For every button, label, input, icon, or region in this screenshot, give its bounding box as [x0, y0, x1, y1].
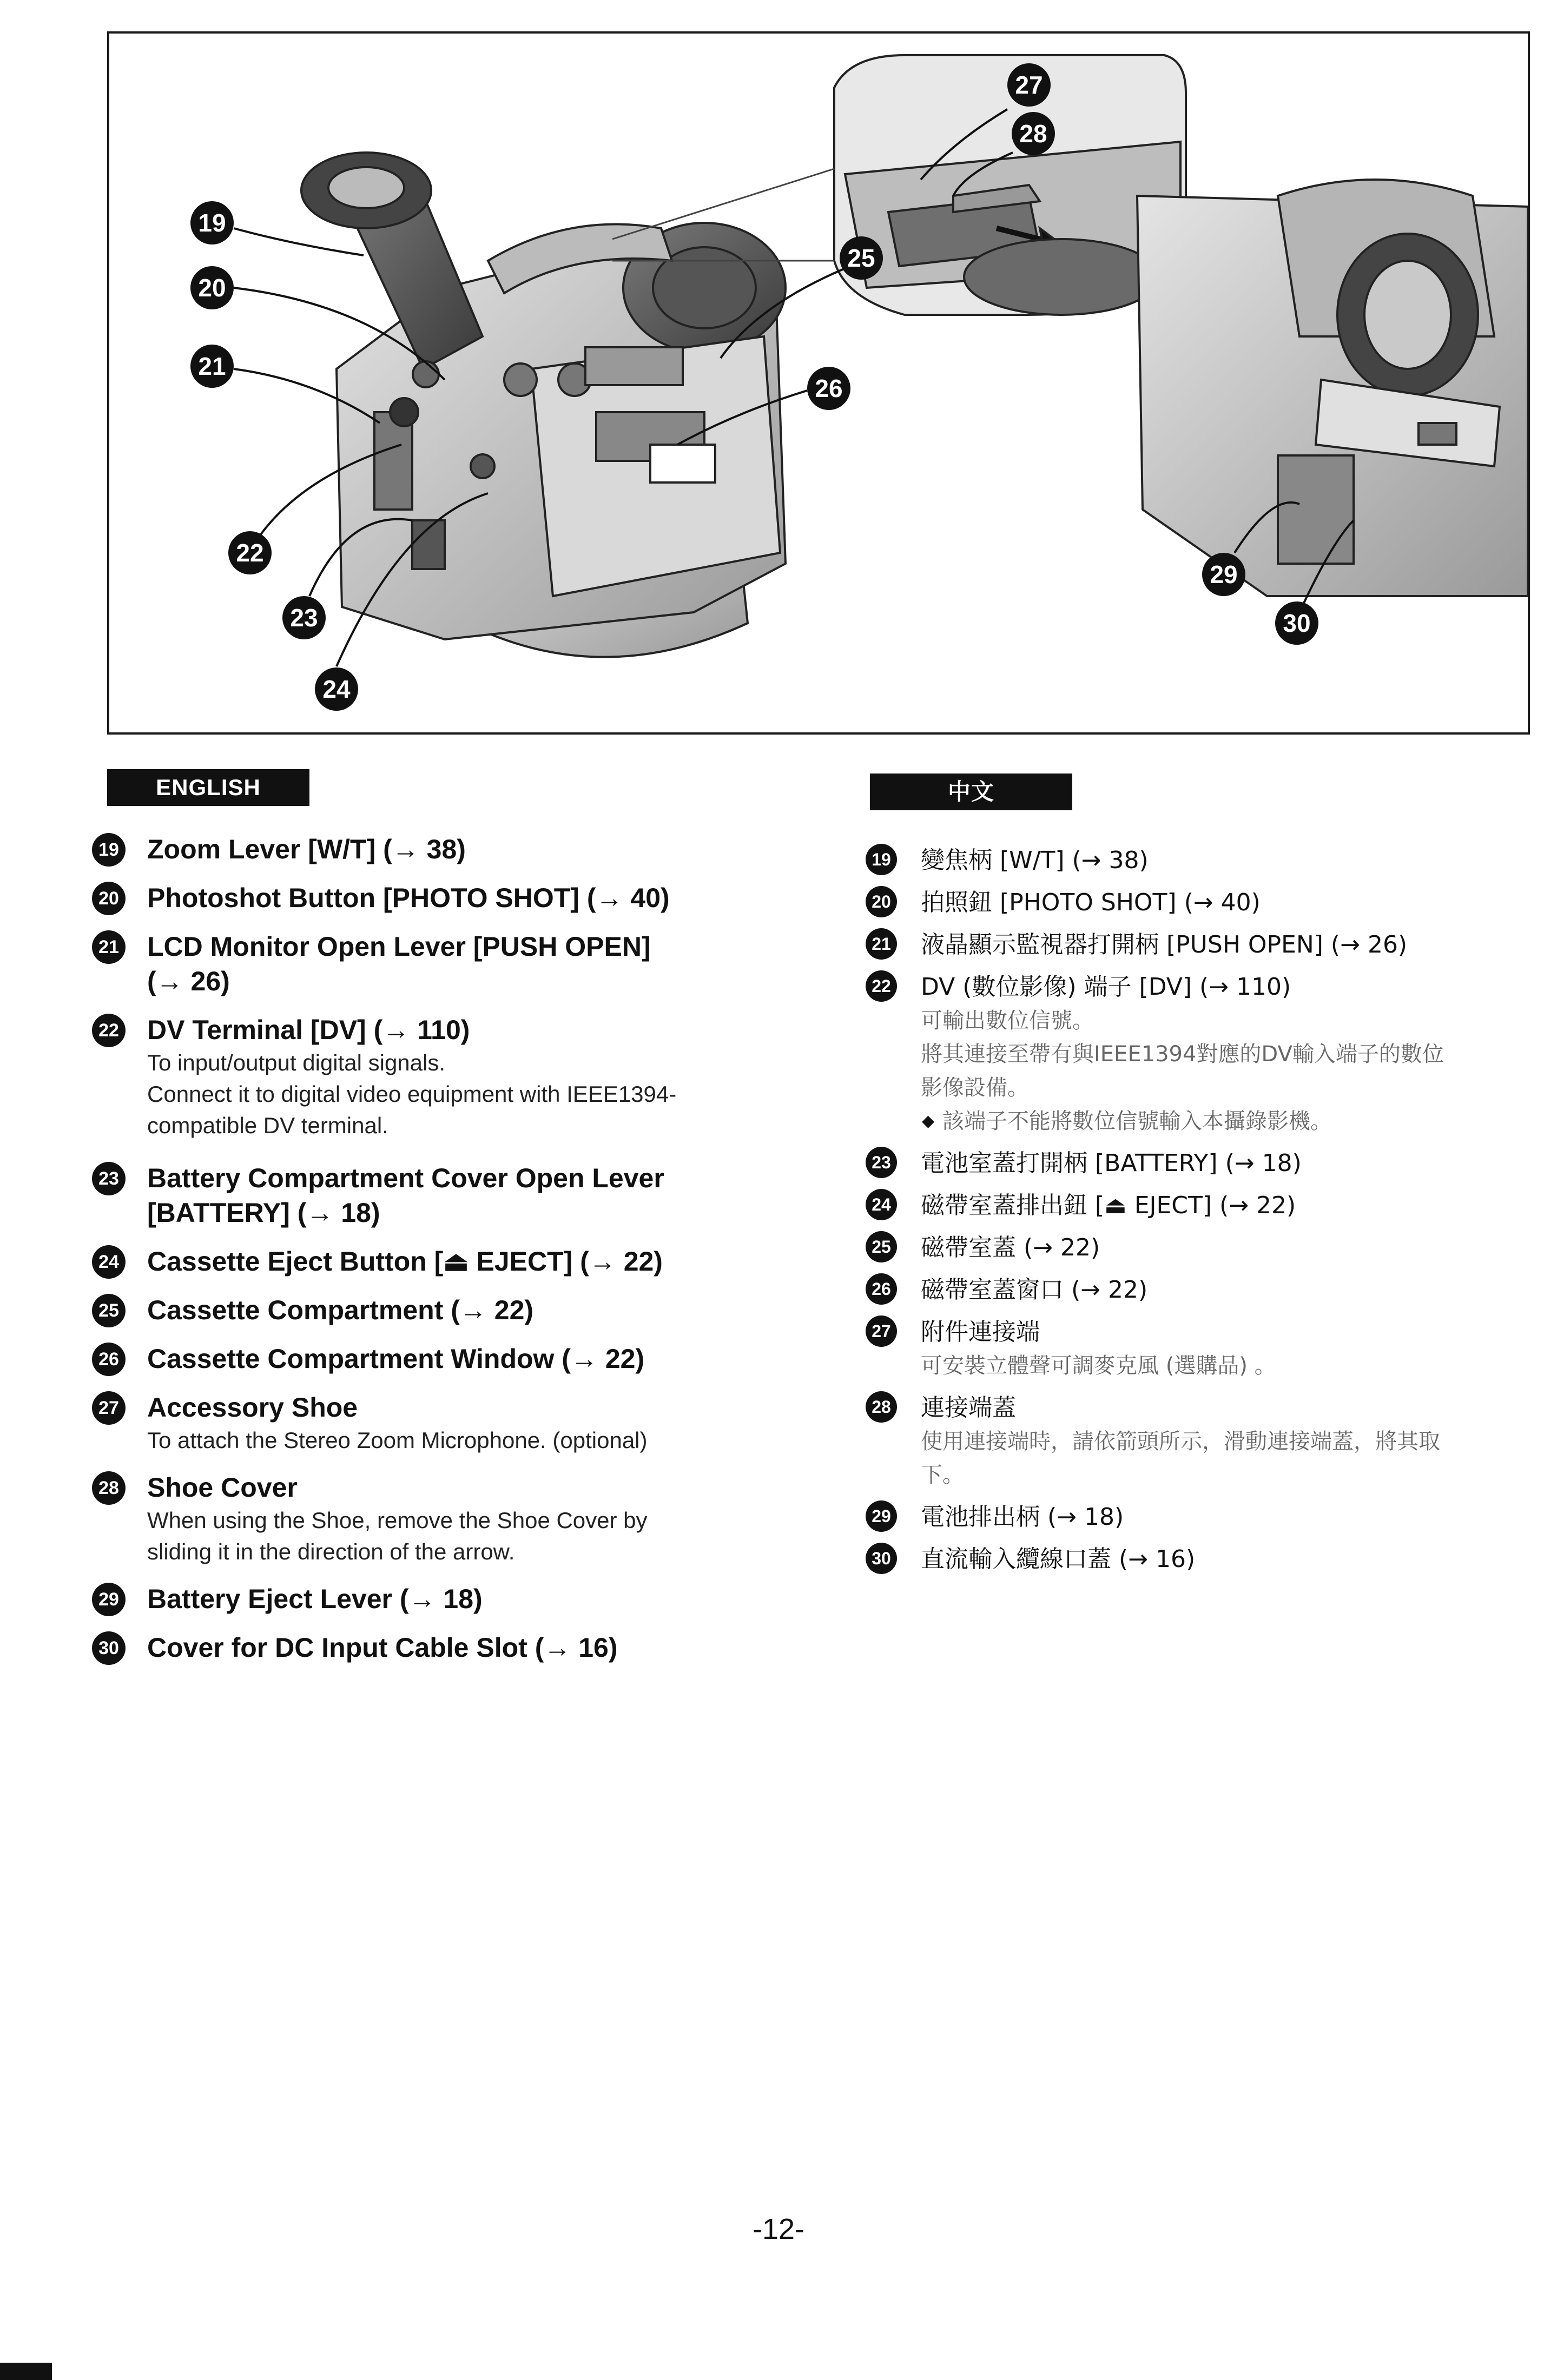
- item-number-badge: 23: [92, 1162, 126, 1195]
- item-number-badge: 19: [866, 844, 897, 875]
- item-number-badge: 29: [92, 1583, 126, 1616]
- item-number-badge: 27: [92, 1391, 126, 1425]
- diamond-bullet-icon: ◆: [922, 1112, 935, 1130]
- part-description: 下。: [921, 1463, 964, 1488]
- callout-29-marker: [1202, 553, 1245, 596]
- svg-text:23: 23: [290, 604, 318, 632]
- item-number-badge: 29: [866, 1500, 897, 1532]
- part-name: 拍照鈕 [PHOTO SHOT] (→ 40): [921, 889, 1261, 916]
- part-name: 磁帶室蓋排出鈕 [⏏ EJECT] (→ 22): [921, 1192, 1296, 1219]
- item-number-badge: 20: [92, 882, 126, 915]
- part-name: DV Terminal [DV] (→ 110): [147, 1015, 470, 1045]
- item-number-badge: 30: [866, 1543, 897, 1574]
- item-number-badge: 19: [92, 833, 126, 867]
- part-name: 附件連接端: [921, 1318, 1040, 1346]
- part-description: To attach the Stereo Zoom Microphone. (optional): [147, 1427, 648, 1453]
- part-note: [921, 1105, 1542, 1138]
- part-name: Cover for DC Input Cable Slot (→ 16): [147, 1632, 618, 1663]
- item-number-badge: 24: [92, 1245, 126, 1279]
- list-item: [92, 1293, 812, 1327]
- part-name: 直流輸入纜線口蓋 (→ 16): [921, 1545, 1196, 1573]
- camcorder-illustration: [107, 31, 1530, 735]
- list-item: [866, 1147, 1542, 1180]
- page-corner-mark: [0, 2363, 52, 2380]
- svg-text:24: 24: [322, 675, 351, 703]
- list-item: [866, 844, 1542, 877]
- item-number-badge: 26: [866, 1273, 897, 1305]
- list-item: [866, 928, 1542, 962]
- chinese-parts-list: [866, 844, 1542, 1585]
- callout-22-marker: [228, 531, 272, 574]
- chinese-section-header: 中文: [870, 774, 1072, 810]
- part-name: Cassette Compartment Window (→ 22): [147, 1344, 645, 1374]
- svg-text:25: 25: [847, 244, 875, 272]
- main-camcorder: [301, 153, 786, 657]
- callout-20-marker: [190, 266, 234, 309]
- svg-text:27: 27: [1015, 71, 1043, 99]
- part-name: DV (數位影像) 端子 [DV] (→ 110): [921, 973, 1291, 1001]
- list-item: [866, 1231, 1542, 1265]
- list-item: [866, 886, 1542, 920]
- list-item: [866, 1543, 1542, 1576]
- part-name: 連接端蓋: [921, 1394, 1016, 1422]
- part-name: Cassette Eject Button [⏏ EJECT] (→ 22): [147, 1246, 663, 1277]
- item-number-badge: 30: [92, 1631, 126, 1665]
- part-name: LCD Monitor Open Lever [PUSH OPEN]: [147, 931, 651, 962]
- list-item: [92, 1390, 812, 1456]
- list-item: [92, 1582, 812, 1616]
- part-description: To input/output digital signals.: [147, 1050, 446, 1075]
- list-item: [92, 929, 812, 999]
- part-name: Zoom Lever [W/T] (→ 38): [147, 834, 466, 864]
- item-number-badge: 21: [866, 928, 897, 960]
- page-number: -12-: [752, 2213, 805, 2245]
- part-name: 液晶顯示監視器打開柄 [PUSH OPEN] (→ 26): [921, 931, 1408, 958]
- item-number-badge: 24: [866, 1189, 897, 1220]
- list-item: [92, 1161, 812, 1230]
- svg-text:21: 21: [198, 352, 226, 380]
- part-description: 可安裝立體聲可調麥克風 (選購品) 。: [921, 1353, 1276, 1378]
- part-name: 變焦柄 [W/T] (→ 38): [921, 847, 1149, 874]
- item-number-badge: 22: [92, 1014, 126, 1047]
- part-description: compatible DV terminal.: [147, 1113, 388, 1138]
- part-description: sliding it in the direction of the arrow.: [147, 1539, 515, 1564]
- svg-text:22: 22: [236, 539, 264, 567]
- part-description: 可輸出數位信號。: [921, 1008, 1094, 1033]
- rear-camcorder: [1137, 180, 1528, 596]
- svg-text:30: 30: [1283, 609, 1311, 637]
- part-note-text: 該端子不能將數位信號輸入本攝錄影機。: [942, 1109, 1332, 1134]
- list-item: [866, 1315, 1542, 1383]
- list-item: [92, 881, 812, 915]
- english-section-header: ENGLISH: [107, 769, 309, 806]
- part-name: Shoe Cover: [147, 1472, 298, 1503]
- item-number-badge: 23: [866, 1147, 897, 1178]
- part-name: 電池室蓋打開柄 [BATTERY] (→ 18): [921, 1149, 1302, 1177]
- svg-text:29: 29: [1210, 560, 1238, 589]
- callout-24-marker: [315, 667, 358, 711]
- part-description: 將其連接至帶有與IEEE1394對應的DV輸入端子的數位: [921, 1042, 1444, 1067]
- part-name: 磁帶室蓋窗口 (→ 22): [921, 1276, 1148, 1304]
- callout-25-marker: [840, 236, 883, 280]
- part-description: 影像設備。: [921, 1075, 1029, 1100]
- item-number-badge: 25: [92, 1294, 126, 1327]
- part-name: Battery Compartment Cover Open Lever: [147, 1163, 664, 1193]
- svg-text:28: 28: [1019, 120, 1047, 148]
- list-item: [866, 1189, 1542, 1222]
- item-number-badge: 20: [866, 886, 897, 917]
- list-item: [866, 1273, 1542, 1307]
- part-name: 電池排出柄 (→ 18): [921, 1503, 1124, 1531]
- list-item: [866, 1500, 1542, 1534]
- callout-28-marker: [1012, 112, 1055, 155]
- item-number-badge: 28: [866, 1391, 897, 1423]
- part-name-continued: [BATTERY] (→ 18): [147, 1198, 380, 1228]
- part-description: 使用連接端時，請依箭頭所示，滑動連接端蓋，將其取: [921, 1429, 1440, 1454]
- list-item: [92, 1630, 812, 1665]
- item-number-badge: 27: [866, 1315, 897, 1347]
- svg-text:26: 26: [815, 374, 843, 402]
- callout-21-marker: [190, 345, 234, 388]
- callout-26-marker: [807, 367, 850, 410]
- item-number-badge: 25: [866, 1231, 897, 1262]
- list-item: [92, 1244, 812, 1279]
- english-parts-list: [92, 832, 812, 1679]
- item-number-badge: 28: [92, 1471, 126, 1505]
- callout-27-marker: [1007, 63, 1051, 107]
- callout-30-marker: [1275, 601, 1318, 645]
- svg-text:19: 19: [198, 209, 226, 237]
- list-item: [92, 1013, 812, 1141]
- part-description: When using the Shoe, remove the Shoe Cover by: [147, 1508, 648, 1533]
- part-name: Photoshot Button [PHOTO SHOT] (→ 40): [147, 883, 670, 913]
- list-item: [92, 1341, 812, 1376]
- camcorder-drawing: [109, 34, 1528, 732]
- item-number-badge: 21: [92, 930, 126, 964]
- svg-text:20: 20: [198, 274, 226, 302]
- part-name: Cassette Compartment (→ 22): [147, 1295, 534, 1325]
- part-name-continued: (→ 26): [147, 966, 230, 996]
- list-item: [92, 1470, 812, 1568]
- part-name: Battery Eject Lever (→ 18): [147, 1584, 483, 1614]
- list-item: [866, 1391, 1542, 1492]
- callout-23-marker: [282, 596, 326, 639]
- list-item: [866, 970, 1542, 1138]
- part-description: Connect it to digital video equipment with IEEE1394-: [147, 1081, 677, 1107]
- part-name: 磁帶室蓋 (→ 22): [921, 1234, 1100, 1261]
- item-number-badge: 26: [92, 1343, 126, 1376]
- item-number-badge: 22: [866, 970, 897, 1002]
- list-item: [92, 832, 812, 867]
- callout-19-marker: [190, 201, 234, 244]
- part-name: Accessory Shoe: [147, 1392, 358, 1423]
